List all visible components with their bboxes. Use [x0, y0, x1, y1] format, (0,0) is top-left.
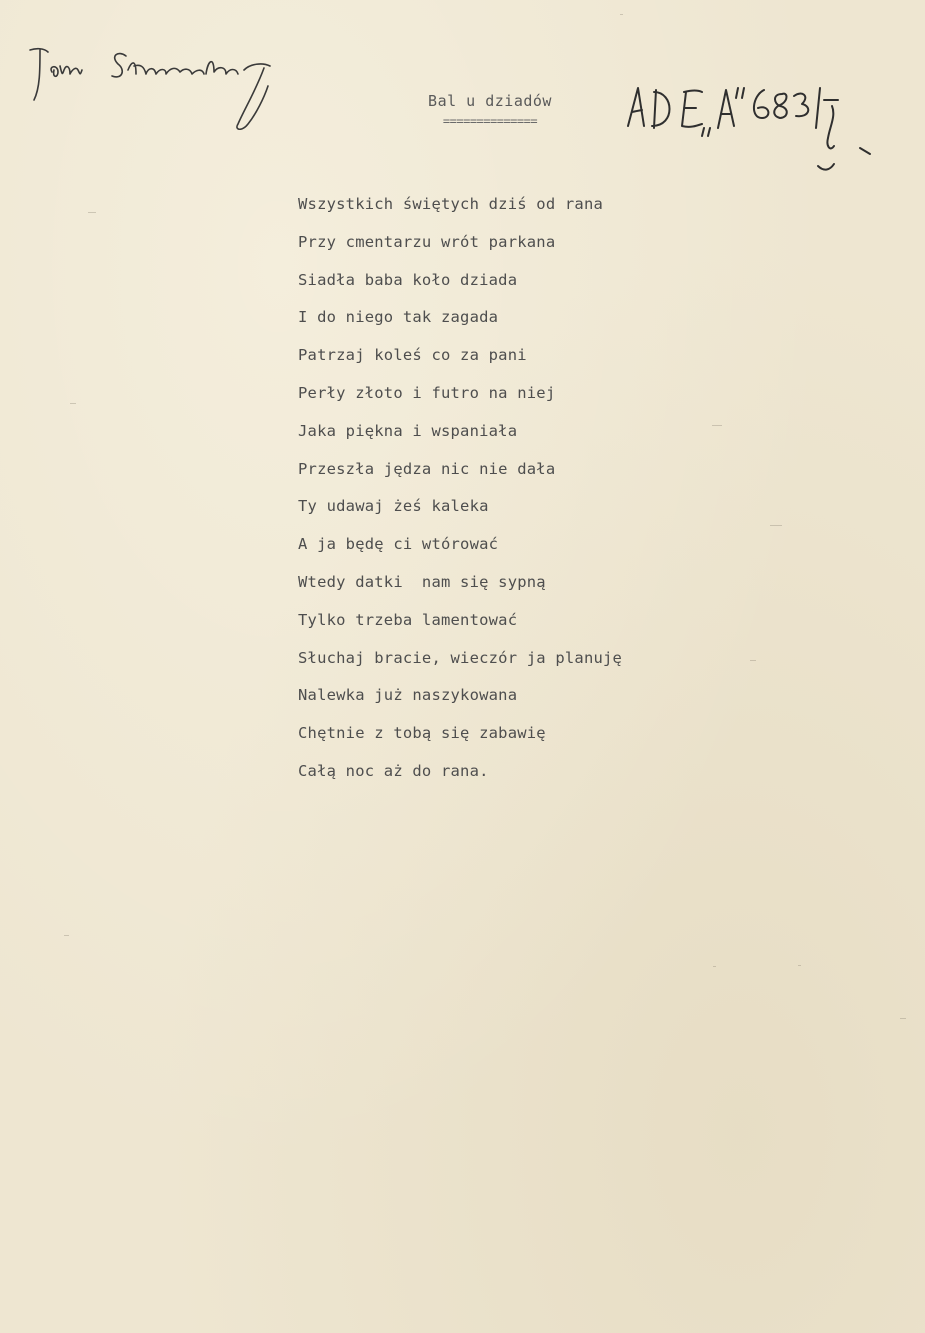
poem-line: Jaka piękna i wspaniała — [298, 421, 518, 440]
poem-line: Przy cmentarzu wrót parkana — [298, 232, 556, 251]
poem-line: Siadła baba koło dziada — [298, 270, 518, 289]
poem-line: Chętnie z tobą się zabawię — [298, 724, 546, 743]
paper-speck — [620, 14, 623, 15]
paper-speck — [713, 966, 716, 967]
paper-speck — [770, 525, 782, 526]
poem-line: Przeszła jędza nic nie dała — [298, 459, 556, 478]
poem-line: A ja będę ci wtórować — [298, 535, 499, 554]
poem-line: Całą noc aż do rana. — [298, 761, 489, 780]
paper-speck — [750, 660, 756, 661]
poem-line: Nalewka już naszykowana — [298, 686, 518, 705]
paper-speck — [88, 212, 96, 213]
poem-line: Tylko trzeba lamentować — [298, 610, 518, 629]
poem-body — [298, 186, 622, 791]
poem-line: Ty udawaj żeś kaleka — [298, 497, 489, 516]
poem-line: Wszystkich świętych dziś od rana — [298, 195, 604, 213]
handwritten-signature — [18, 40, 278, 130]
paper-speck — [900, 1018, 906, 1019]
paper-speck — [798, 965, 801, 966]
poem-line: Słuchaj bracie, wieczór ja planuję — [298, 648, 623, 667]
poem-line: I do niego tak zagada — [298, 308, 499, 327]
title-underline: ============== — [442, 114, 538, 128]
poem-line: Patrzaj koleś co za pani — [298, 346, 527, 365]
poem-line: Wtedy datki nam się sypną — [298, 572, 546, 591]
paper-speck — [70, 403, 76, 404]
paper-speck — [64, 935, 69, 936]
paper-speck — [712, 425, 722, 426]
poem-line: Perły złoto i futro na niej — [298, 383, 556, 402]
poem-title: Bal u dziadów — [428, 92, 552, 110]
handwritten-catalog-mark — [622, 82, 882, 182]
